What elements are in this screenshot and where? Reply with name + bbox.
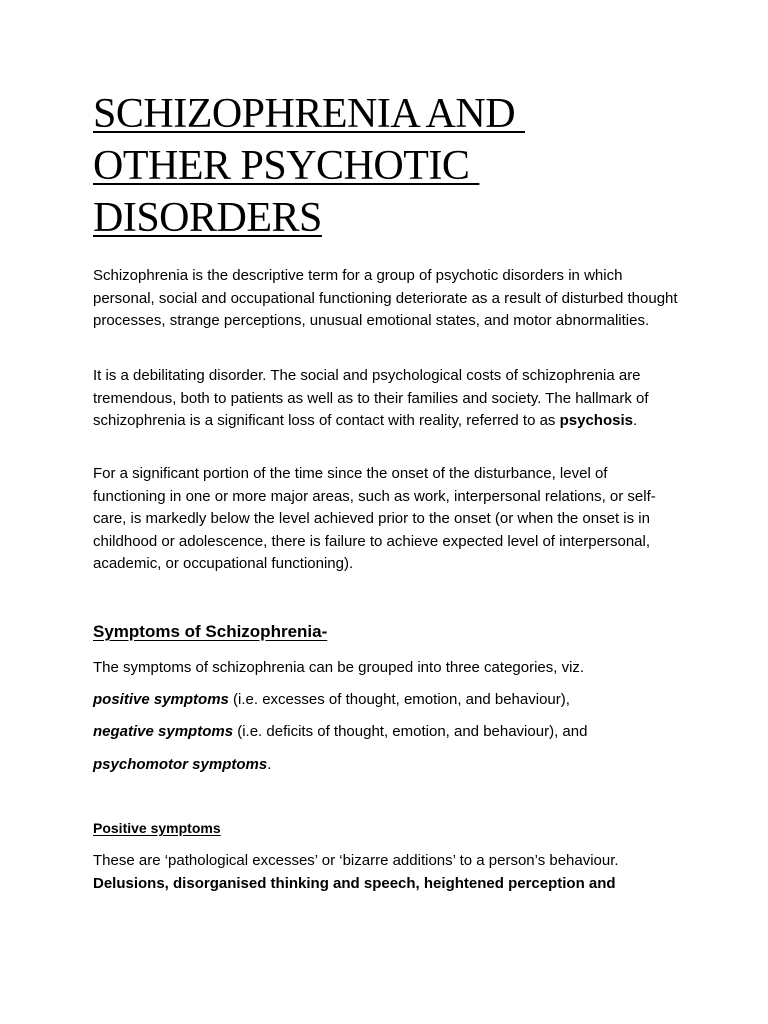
title-line-2: OTHER PSYCHOTIC: [93, 143, 480, 189]
category-positive: [93, 689, 570, 712]
positive-symptoms-heading: Positive symptoms: [93, 820, 221, 836]
symptoms-intro: The symptoms of schizophrenia can be grouped into three categories, viz.: [93, 659, 585, 676]
document-page: [93, 88, 683, 892]
positive-symptoms-bold-text: Delusions, disorganised thinking and speech, heightened perception and: [93, 874, 616, 892]
paragraph-psychosis: [93, 365, 683, 433]
document-title: [93, 88, 683, 244]
category-description: (i.e. excesses of thought, emotion, and behaviour),: [228, 691, 570, 708]
category-description: .: [267, 756, 272, 773]
category-psychomotor: [93, 754, 271, 777]
symptoms-heading: Symptoms of Schizophrenia-: [93, 622, 328, 641]
category-term: positive symptoms: [93, 691, 229, 708]
category-term: psychomotor symptoms: [93, 756, 268, 773]
intro-paragraph: Schizophrenia is the descriptive term for a group of psychotic disorders in which personal, social and occupational functioning deteriorate as a result of disturbed thought processes, strange perceptions, unusual emotional states, and motor abnormalities.: [93, 267, 678, 329]
psychosis-term: psychosis: [559, 412, 633, 429]
paragraph-psychosis-end: .: [632, 412, 638, 429]
title-line-1: SCHIZOPHRENIA AND: [93, 91, 526, 137]
title-line-3: DISORDERS: [93, 195, 322, 241]
category-term: negative symptoms: [93, 723, 234, 740]
category-description: (i.e. deficits of thought, emotion, and behaviour), and: [233, 723, 588, 740]
positive-symptoms-text: These are ‘pathological excesses’ or ‘bizarre additions’ to a person’s behaviour.: [93, 852, 619, 869]
paragraph-psychosis-text: It is a debilitating disorder. The social and psychological costs of schizophrenia are tremendous, both to patients as well as to their families and society. The hallmark of schizophrenia is a significant loss of contact with reality, referred to as: [93, 367, 649, 429]
positive-symptoms-paragraph: [93, 850, 693, 895]
category-negative: [93, 721, 587, 744]
paragraph-functioning: For a significant portion of the time since the onset of the disturbance, level of functioning in one or more major areas, such as work, interpersonal relations, or self-care, is markedly below the level achieved prior to the onset (or when the onset is in childhood or adolescence, there is failure to achieve expected level of interpersonal, academic, or occupational functioning).: [93, 465, 656, 572]
